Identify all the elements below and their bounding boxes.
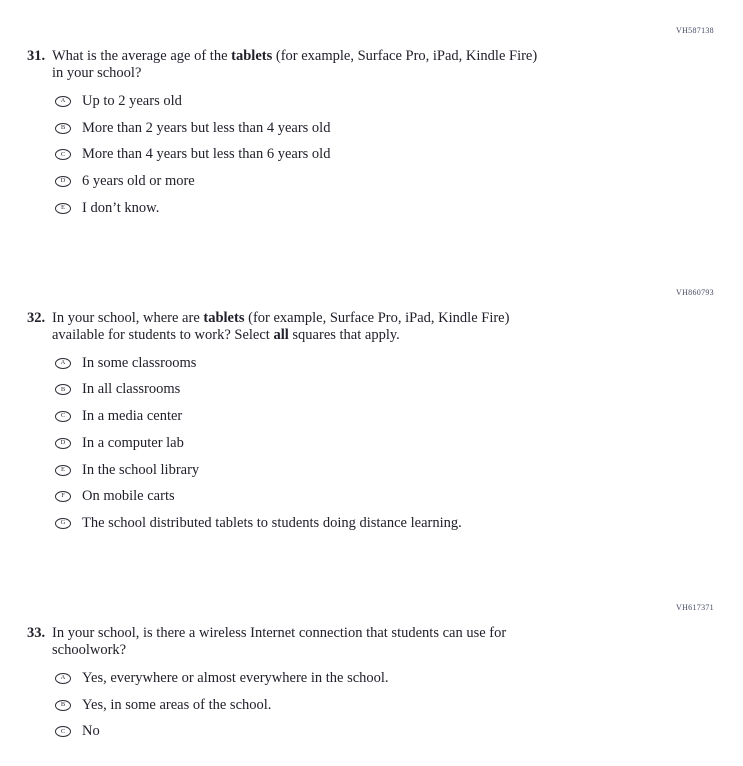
question-block — [0, 603, 743, 739]
accession-code-row — [0, 26, 743, 36]
prompt-line — [52, 65, 692, 82]
answer-bubble-letter: B — [60, 123, 66, 131]
answer-bubble-letter: C — [60, 412, 66, 420]
question-block — [0, 26, 743, 216]
answer-option-row — [55, 724, 743, 739]
prompt-text: available for students to work? Select — [52, 326, 274, 343]
option-label: More than 4 years but less than 6 years old — [82, 146, 331, 163]
option-label: In some classrooms — [82, 354, 197, 371]
answer-bubble-letter: E — [61, 465, 65, 473]
answer-bubble-letter: F — [61, 492, 65, 500]
accession-code: VH617371 — [676, 602, 714, 612]
option-label: In the school library — [82, 461, 200, 478]
answer-option-row — [55, 382, 743, 397]
prompt-text: (for example, Surface Pro, iPad, Kindle Fire) — [272, 48, 538, 64]
answer-bubble-letter: B — [60, 385, 66, 393]
answer-bubble-letter: A — [60, 674, 66, 682]
answer-bubble-letter: C — [60, 150, 66, 158]
prompt-text: in your school? — [52, 65, 142, 81]
answer-bubble-letter: D — [60, 439, 66, 447]
answer-bubble-icon[interactable] — [55, 176, 71, 187]
answer-option-row — [55, 147, 743, 162]
accession-code-row — [0, 288, 743, 298]
answer-bubble-icon[interactable] — [55, 726, 71, 737]
question-prompt-row — [0, 310, 743, 344]
accession-code: VH587138 — [676, 26, 714, 35]
question-prompt-row — [0, 625, 743, 659]
answer-bubble-icon[interactable] — [55, 203, 71, 214]
answer-option-row — [55, 436, 743, 451]
option-label: I don’t know. — [82, 199, 160, 216]
prompt-text-bold: tablets — [231, 48, 273, 64]
answer-option-row — [55, 94, 743, 109]
answer-option-row — [55, 356, 743, 371]
answer-bubble-letter: C — [60, 727, 66, 735]
prompt-line — [52, 625, 692, 642]
answer-option-row — [55, 409, 743, 424]
question-block — [0, 288, 743, 531]
answer-option-row — [55, 121, 743, 136]
answer-bubble-icon[interactable] — [55, 96, 71, 107]
option-label: Yes, everywhere or almost everywhere in the school. — [82, 669, 389, 686]
question-prompt-row — [0, 48, 743, 82]
answer-option-row — [55, 671, 743, 686]
answer-bubble-icon[interactable] — [55, 438, 71, 449]
option-label: More than 2 years but less than 4 years old — [82, 119, 331, 136]
answer-bubble-icon[interactable] — [55, 384, 71, 395]
prompt-text: schoolwork? — [52, 641, 127, 658]
answer-bubble-icon[interactable] — [55, 358, 71, 369]
answer-bubble-letter: E — [61, 204, 65, 211]
prompt-text: What is the average age of the — [52, 48, 232, 64]
option-label: In a computer lab — [82, 434, 184, 451]
prompt-text-bold: all — [273, 326, 289, 343]
option-label: Yes, in some areas of the school. — [82, 696, 272, 713]
answer-bubble-icon[interactable] — [55, 123, 71, 134]
prompt-line — [52, 327, 692, 344]
answer-bubble-icon[interactable] — [55, 491, 71, 502]
option-label: 6 years old or more — [82, 173, 195, 190]
accession-code: VH860793 — [676, 287, 714, 297]
prompt-line — [52, 642, 692, 659]
prompt-text-bold: tablets — [203, 309, 245, 326]
prompt-line — [52, 48, 692, 65]
option-label: In all classrooms — [82, 381, 181, 398]
prompt-text: squares that apply. — [288, 326, 400, 343]
question-prompt — [52, 48, 692, 82]
options-list — [55, 356, 743, 531]
answer-bubble-icon[interactable] — [55, 411, 71, 422]
answer-option-row — [55, 174, 743, 189]
answer-option-row — [55, 698, 743, 713]
answer-bubble-icon[interactable] — [55, 673, 71, 684]
answer-bubble-icon[interactable] — [55, 149, 71, 160]
option-label: In a media center — [82, 408, 183, 425]
answer-bubble-letter: D — [60, 177, 66, 185]
answer-option-row — [55, 516, 743, 531]
answer-option-row — [55, 463, 743, 478]
question-prompt — [52, 310, 692, 344]
prompt-text: (for example, Surface Pro, iPad, Kindle Fire) — [244, 309, 510, 326]
option-label: No — [82, 723, 100, 740]
question-number: 33. — [27, 624, 46, 641]
prompt-line — [52, 310, 692, 327]
options-list — [55, 94, 743, 216]
options-list — [55, 671, 743, 739]
answer-bubble-letter: G — [60, 519, 66, 527]
answer-bubble-letter: A — [60, 97, 66, 105]
answer-bubble-icon[interactable] — [55, 518, 71, 529]
option-label: Up to 2 years old — [82, 93, 182, 109]
prompt-text: In your school, is there a wireless Internet connection that students can use for — [52, 624, 507, 641]
accession-code-row — [0, 603, 743, 613]
answer-bubble-icon[interactable] — [55, 465, 71, 476]
answer-bubble-letter: A — [60, 359, 66, 366]
answer-option-row — [55, 489, 743, 504]
prompt-text: In your school, where are — [52, 309, 204, 326]
question-prompt — [52, 625, 692, 659]
answer-option-row — [55, 201, 743, 216]
answer-bubble-icon[interactable] — [55, 700, 71, 711]
option-label: On mobile carts — [82, 488, 175, 505]
question-number: 31. — [27, 48, 46, 64]
question-number: 32. — [27, 309, 46, 326]
answer-bubble-letter: B — [60, 700, 66, 708]
option-label: The school distributed tablets to students doing distance learning. — [82, 514, 462, 531]
